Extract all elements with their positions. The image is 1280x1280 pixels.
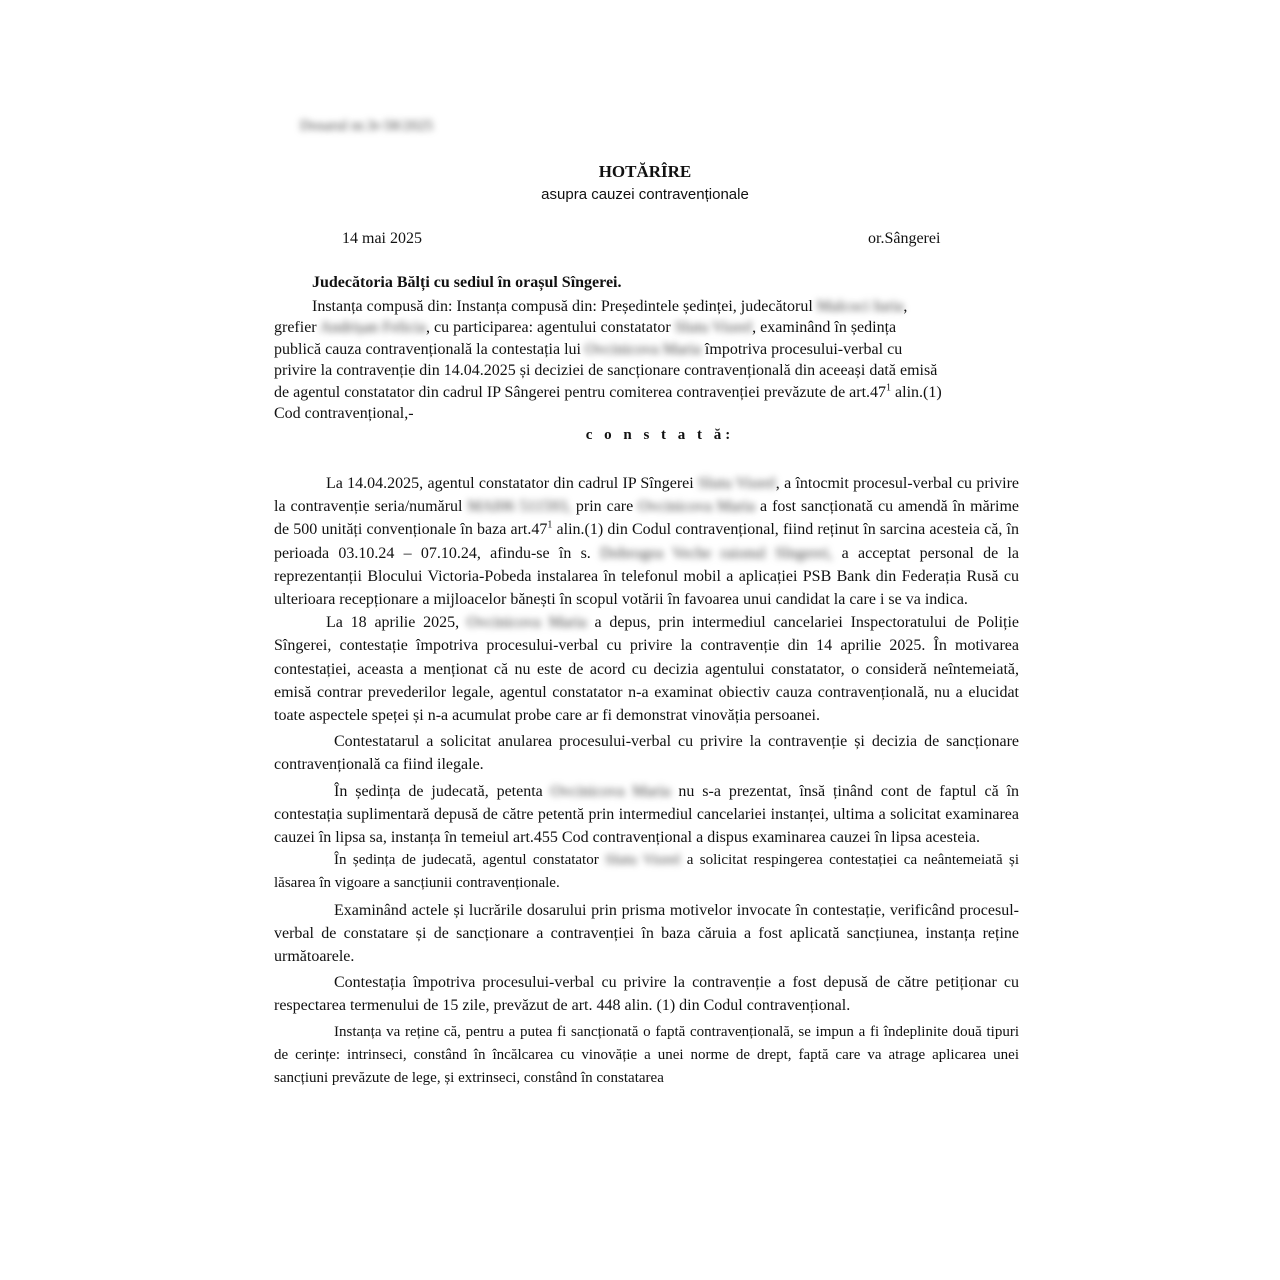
decision-date: 14 mai 2025 — [342, 230, 422, 247]
intro-line-2b: , cu participarea: agentului constatator — [425, 319, 671, 337]
p1-text-d: a fost sancționată cu amendă în mărime de 500 unități convenționale în baza art.47 — [274, 498, 1019, 539]
p4-text-a: În ședința de judecată, petenta — [334, 782, 543, 800]
article-superscript: 1 — [547, 520, 553, 532]
petitioner-name-redacted: Ovcinicova Maria — [550, 782, 671, 800]
clerk-name-redacted: Andrișan Felicia — [319, 319, 426, 337]
petitioner-name-redacted: Ovcinicova Maria — [466, 614, 587, 632]
paragraph-8: Instanța va reține că, pentru a putea fi sancționată o faptă contravențională, se impun a fi îndeplinite două tipuri de cerințe: intrinseci, constând în încălcarea cu vinovăție a unei norme de drept, faptă care va atrage aplicarea unei sancțiuni prevăzute de lege, și extrinseci, constând în constatarea — [274, 1023, 1019, 1087]
intro-paragraph: Instanța compusă din: Instanța compusă din: Președintele ședinței, judecătorul Malcoci Iuria, grefier Andrișan Felicia, cu participarea: agentului constatator Slutu Viorel, examinând în ședința publică cauza contravențională la contestația lui Ovcinicova Maria împotriva procesului-verbal cu privire la contravenție din 14.04.2025 și deciziei de sancționare contravențională din aceeași dată emisă de agentul constatator din cadrul IP Sângerei pentru comiterea contravenției prevăzute de $art.47^1$ alin.(1) Cod contravențional,- — [274, 296, 1019, 424]
intro-line-2a: grefier — [274, 319, 317, 337]
intro-line-3a: publică cauza contravențională la contestația lui — [274, 340, 581, 358]
agent-name-redacted: Slutu Viorel — [698, 475, 776, 492]
p1-text-a: La 14.04.2025, agentul constatator din cadrul IP Sîngerei — [326, 475, 694, 492]
p1-text-f: a acceptat personal de la reprezentanții Blocului Victoria-Pobeda instalarea în telefonul mobil a aplicației PSB Bank din Federația Rusă cu ulterioara recepționare a mijloacelor bănești în scopul votării în favoarea unui candidat la care i se va indica. — [274, 544, 1020, 609]
intro-line-4: privire la contravenție din 14.04.2025 și deciziei de sancționare contravențională din aceeași dată emisă — [274, 362, 938, 380]
p5-text-b: a solicitat respingerea contestației ca neântemeiată și lăsarea în vigoare a sancțiunii contravenționale. — [274, 852, 1020, 892]
paragraph-6: Examinând actele și lucrările dosarului prin prisma motivelor invocate în contestație, verificând procesul-verbal de constatare și de sancționare a contravenției în baza căruia a fost aplicată sancțiunea, instanța reține următoarele. — [274, 901, 1019, 966]
document-subtitle: asupra cauzei contravenționale — [541, 186, 749, 203]
p2-text-a: La 18 aprilie 2025, — [326, 614, 460, 632]
paragraph-3: Contestatarul a solicitat anularea procesului-verbal cu privire la contravenție și decizia de sancționare contravențională ca fiind ilegale. — [274, 733, 1019, 774]
article-superscript: 1 — [886, 382, 892, 394]
intro-line-2c: , examinând în ședința — [752, 319, 897, 337]
findings-section — [274, 472, 1019, 1090]
p1-text-e: alin.(1) din Codul contravențional, fiind reținut în sarcina acesteia că, în perioada 03.10.24 – 07.10.24, afindu-se în s. — [274, 521, 1020, 562]
court-name: Judecătoria Bălți cu sediul în orașul Sîngerei. — [312, 274, 622, 291]
document-title: HOTĂRÎRE — [598, 162, 692, 181]
paragraph-5 — [274, 849, 1019, 895]
agent-name-redacted: Slutu Viorel — [605, 852, 681, 869]
report-number-redacted: MAI06 511593, — [467, 498, 571, 516]
petitioner-name-redacted: Ovcinicova Maria — [584, 340, 701, 358]
decision-place: or.Sângerei — [868, 230, 941, 247]
intro-line-5b: alin.(1) — [891, 383, 942, 401]
paragraph-2 — [274, 611, 1019, 727]
petitioner-name-redacted: Ovcinicova Maria — [638, 498, 756, 516]
agent-name-redacted: Slutu Viorel — [674, 319, 753, 337]
file-reference-redacted: Dosarul nr.3r-58/2025 — [300, 118, 434, 134]
p1-text-b: , a întocmit procesul-verbal cu privire la contravenție seria/numărul — [274, 475, 1020, 516]
p1-text-c: prin care — [570, 498, 634, 516]
intro-line-1: Instanța compusă din: Instanța compusă din: Președintele ședinței, judecătorul — [312, 298, 813, 315]
p2-text-b: a depus, prin intermediul cancelariei Inspectoratului de Poliție Sîngerei, contestație împotriva procesului-verbal cu privire la contravenție din 14 aprilie 2025. În motivarea contestației, aceasta a menționat că nu este de acord cu decizia agentului constatator, o consideră neîntemeiată, emisă contrar prevederilor legale, agentul constatator n-a examinat obiectiv cauza contravențională, nu a elucidat toate aspectele speței și n-a acumulat probe care ar fi demonstrat vinovăția persoanei. — [274, 614, 1020, 725]
p5-text-a: În ședința de judecată, agentul constatator — [334, 852, 599, 869]
intro-line-3b: împotriva procesului-verbal cu — [704, 340, 903, 358]
section-heading: c o n s t a t ă: — [585, 427, 735, 443]
paragraph-1 — [274, 472, 1019, 611]
district-name-redacted: Sîngerei, — [775, 544, 833, 562]
intro-line-6: Cod contravențional,- — [274, 405, 414, 423]
village-name-redacted: Dobrogea Veche raionul — [600, 544, 766, 562]
paragraph-7: Contestația împotriva procesului-verbal cu privire la contravenție a fost depusă de către petiționar cu respectarea termenului de 15 zile, prevăzut de art. 448 alin. (1) din Codul contravențional. — [274, 974, 1019, 1015]
p4-text-b: nu s-a prezentat, însă ținând cont de faptul că în contestația suplimentară depusă de către petentă prin intermediul cancelariei instanței, ultima a solicitat examinarea cauzei în lipsa sa, instanța în temeiul art.455 Cod contravențional a dispus examinarea cauzei în lipsa acesteia. — [274, 782, 1020, 847]
judge-name-redacted: Malcoci Iuria — [816, 298, 904, 315]
intro-line-5a: de agentul constatator din cadrul IP Sângerei pentru comiterea contravenției prevăzute de art.47 — [274, 383, 887, 401]
paragraph-4 — [274, 780, 1019, 850]
